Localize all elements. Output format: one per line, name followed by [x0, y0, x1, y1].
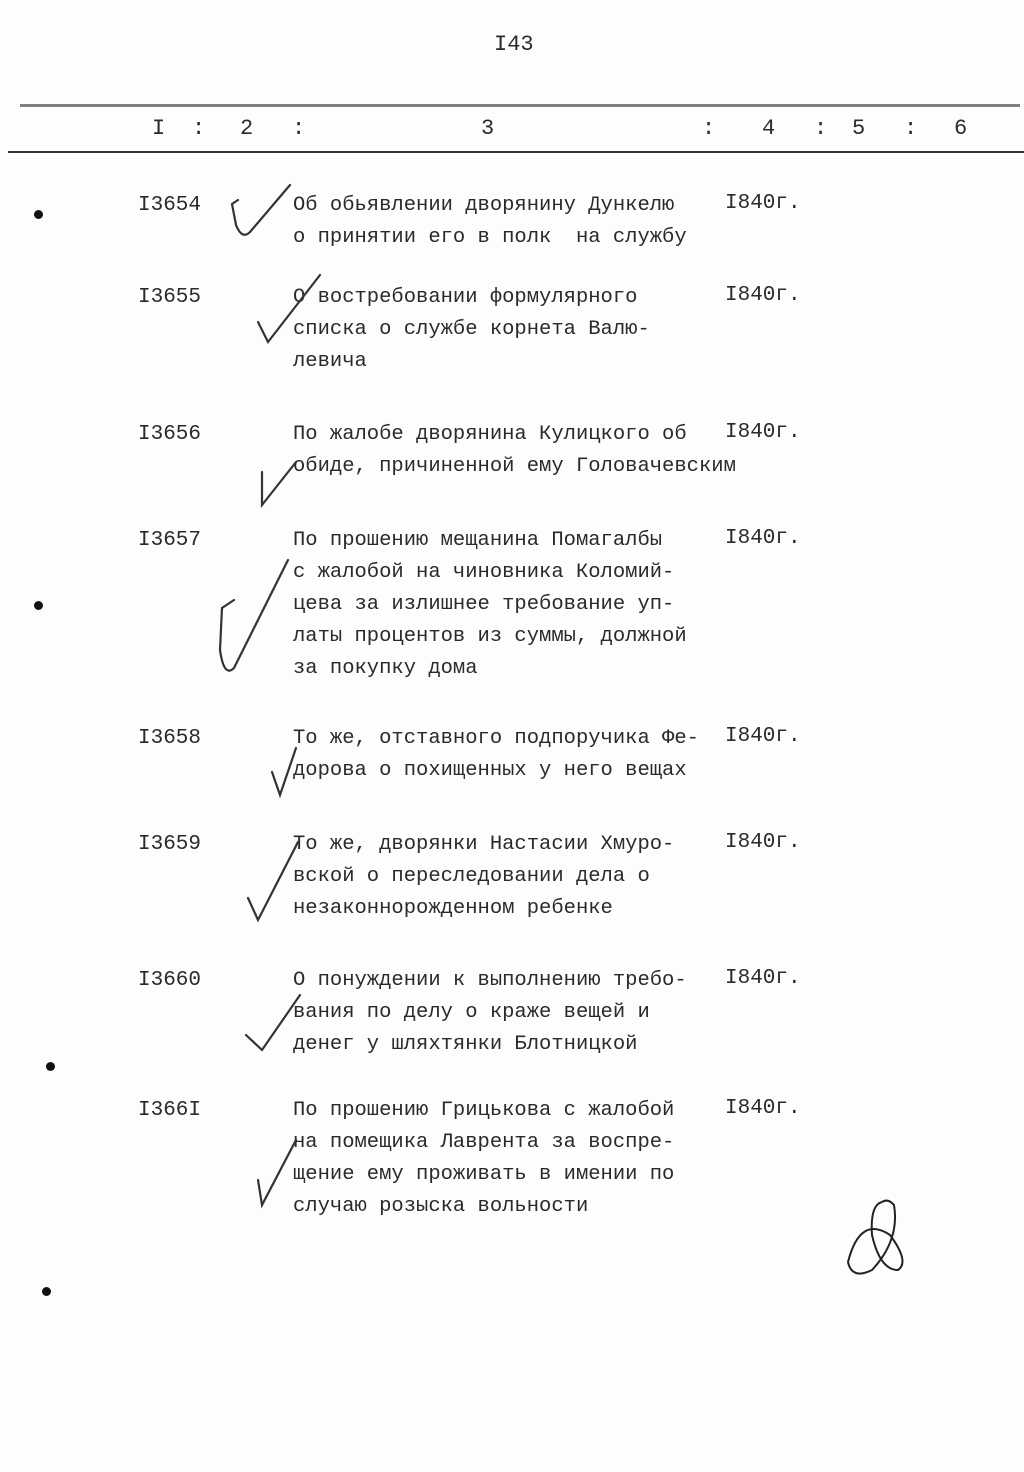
- handwritten-eight-icon: [848, 1201, 903, 1274]
- col-1: I: [152, 116, 166, 141]
- description-line: Об обьявлении дворянину Дункелю: [293, 194, 675, 217]
- description-line: на помещика Лаврента за воспре-: [293, 1131, 675, 1154]
- checkmark-icon: [262, 462, 296, 505]
- description-line: случаю розыска вольности: [293, 1195, 589, 1218]
- description-line: По прошению Грицькова с жалобой: [293, 1099, 675, 1122]
- entry-year: I840г.: [725, 527, 801, 550]
- description-line: щение ему проживать в имении по: [293, 1163, 675, 1186]
- col-4: 4: [762, 116, 776, 141]
- punch-hole: [34, 601, 43, 610]
- description-line: То же, дворянки Настасии Хмуро-: [293, 833, 675, 856]
- col-sep: :: [904, 116, 918, 141]
- description-line: вания по делу о краже вещей и: [293, 1001, 650, 1024]
- entry-number: I3654: [138, 194, 202, 217]
- entry-number: I3657: [138, 529, 202, 552]
- description-line: обиде, причиненной ему Головачевским: [293, 455, 736, 478]
- description-line: По прошению мещанина Помагалбы: [293, 529, 663, 552]
- description-line: По жалобе дворянина Кулицкого об: [293, 423, 687, 446]
- entry-year: I840г.: [725, 421, 801, 444]
- description-line: цева за излишнее требование уп-: [293, 593, 675, 616]
- entry-number: I366I: [138, 1099, 202, 1122]
- entry-number: I3658: [138, 727, 202, 750]
- description-line: латы процентов из суммы, должной: [293, 625, 687, 648]
- description-line: левича: [293, 350, 367, 373]
- entry-year: I840г.: [725, 1097, 801, 1120]
- description-line: дорова о похищенных у него вещах: [293, 759, 687, 782]
- description-line: о принятии его в полк на службу: [293, 226, 687, 249]
- page-number: I43: [494, 32, 534, 57]
- checkmark-icon: [220, 560, 288, 671]
- entry-year: I840г.: [725, 725, 801, 748]
- description-line: с жалобой на чиновника Коломий-: [293, 561, 675, 584]
- description-line: То же, отставного подпоручика Фе-: [293, 727, 699, 750]
- punch-hole: [42, 1287, 51, 1296]
- checkmark-icon: [258, 275, 320, 342]
- entry-year: I840г.: [725, 831, 801, 854]
- description-line: списка о службе корнета Валю-: [293, 318, 650, 341]
- description-line: незаконнорожденном ребенке: [293, 897, 613, 920]
- checkmark-icon: [232, 185, 290, 235]
- checkmark-icon: [246, 995, 300, 1050]
- col-sep: :: [192, 116, 206, 141]
- col-5: 5: [852, 116, 866, 141]
- checkmark-icon: [272, 748, 296, 795]
- col-sep: :: [702, 116, 716, 141]
- entry-number: I3659: [138, 833, 202, 856]
- checkmark-icon: [258, 1140, 296, 1205]
- description-line: денег у шляхтянки Блотницкой: [293, 1033, 638, 1056]
- punch-hole: [34, 210, 43, 219]
- col-2: 2: [240, 116, 254, 141]
- entry-number: I3656: [138, 423, 202, 446]
- description-line: О понуждении к выполнению требо-: [293, 969, 687, 992]
- col-6: 6: [954, 116, 968, 141]
- col-sep: :: [292, 116, 306, 141]
- entry-number: I3660: [138, 969, 202, 992]
- col-3: 3: [481, 116, 495, 141]
- entry-year: I840г.: [725, 192, 801, 215]
- entry-year: I840г.: [725, 284, 801, 307]
- description-line: за покупку дома: [293, 657, 478, 680]
- description-line: вской о переследовании дела о: [293, 865, 650, 888]
- col-sep: :: [814, 116, 828, 141]
- checkmark-icon: [248, 842, 298, 920]
- entry-number: I3655: [138, 286, 202, 309]
- description-line: О востребовании формулярного: [293, 286, 638, 309]
- entry-year: I840г.: [725, 967, 801, 990]
- punch-hole: [46, 1062, 55, 1071]
